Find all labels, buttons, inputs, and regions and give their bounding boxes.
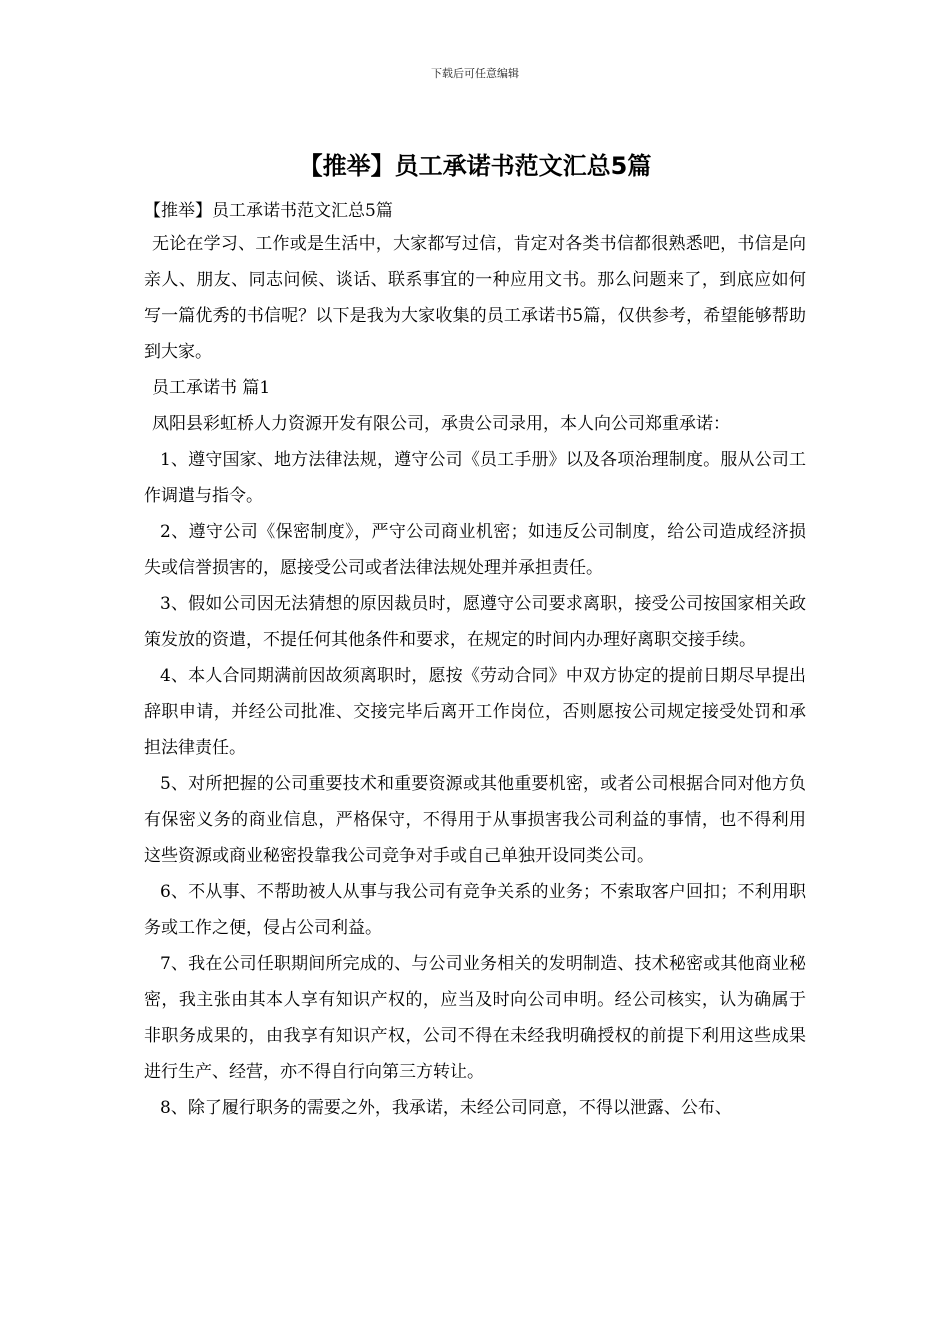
clause-7: 7、我在公司任职期间所完成的、与公司业务相关的发明制造、技术秘密或其他商业秘密，我主张由其本人享有知识产权的，应当及时向公司申明。经公司核实，认为确属于非职务成果的，由我享有知识产权，公司不得在未经我明确授权的前提下利用这些成果进行生产、经营，亦不得自行向第三方转让。 xyxy=(144,954,806,1082)
clause-5: 5、对所把握的公司重要技术和重要资源或其他重要机密，或者公司根据合同对他方负有保密义务的商业信息，严格保守，不得用于从事损害我公司利益的事情，也不得利用这些资源或商业秘密投靠我公司竞争对手或自己单独开设同类公司。 xyxy=(144,774,806,866)
clause-4: 4、本人合同期满前因故须离职时，愿按《劳动合同》中双方协定的提前日期尽早提出辞职申请，并经公司批准、交接完毕后离开工作岗位，否则愿按公司规定接受处罚和承担法律责任。 xyxy=(144,666,806,758)
clause-8: 8、除了履行职务的需要之外，我承诺，未经公司同意，不得以泄露、公布、 xyxy=(160,1098,732,1118)
section-heading: 员工承诺书 篇1 xyxy=(152,378,271,398)
subtitle-paragraph: 【推举】员工承诺书范文汇总5篇 xyxy=(144,201,393,221)
header-note: 下载后可任意编辑 xyxy=(431,67,519,80)
document-title: 【推举】员工承诺书范文汇总5篇 xyxy=(298,152,652,180)
clause-2: 2、遵守公司《保密制度》，严守公司商业机密；如违反公司制度，给公司造成经济损失或信誉损害的，愿接受公司或者法律法规处理并承担责任。 xyxy=(144,522,806,578)
clause-6: 6、不从事、不帮助被人从事与我公司有竞争关系的业务；不索取客户回扣；不利用职务或工作之便，侵占公司利益。 xyxy=(144,882,806,938)
intro-paragraph: 无论在学习、工作或是生活中，大家都写过信，肯定对各类书信都很熟悉吧，书信是向亲人、朋友、同志问候、谈话、联系事宜的一种应用文书。那么问题来了，到底应如何写一篇优秀的书信呢？以下是我为大家收集的员工承诺书5篇，仅供参考，希望能够帮助到大家。 xyxy=(144,234,806,362)
clause-3: 3、假如公司因无法猜想的原因裁员时，愿遵守公司要求离职，接受公司按国家相关政策发放的资遣，不提任何其他条件和要求，在规定的时间内办理好离职交接手续。 xyxy=(144,594,806,650)
clause-1: 1、遵守国家、地方法律法规，遵守公司《员工手册》以及各项治理制度。服从公司工作调遣与指令。 xyxy=(144,450,806,506)
addressee-paragraph: 凤阳县彩虹桥人力资源开发有限公司，承贵公司录用，本人向公司郑重承诺： xyxy=(152,414,730,434)
document-body xyxy=(144,196,806,1126)
